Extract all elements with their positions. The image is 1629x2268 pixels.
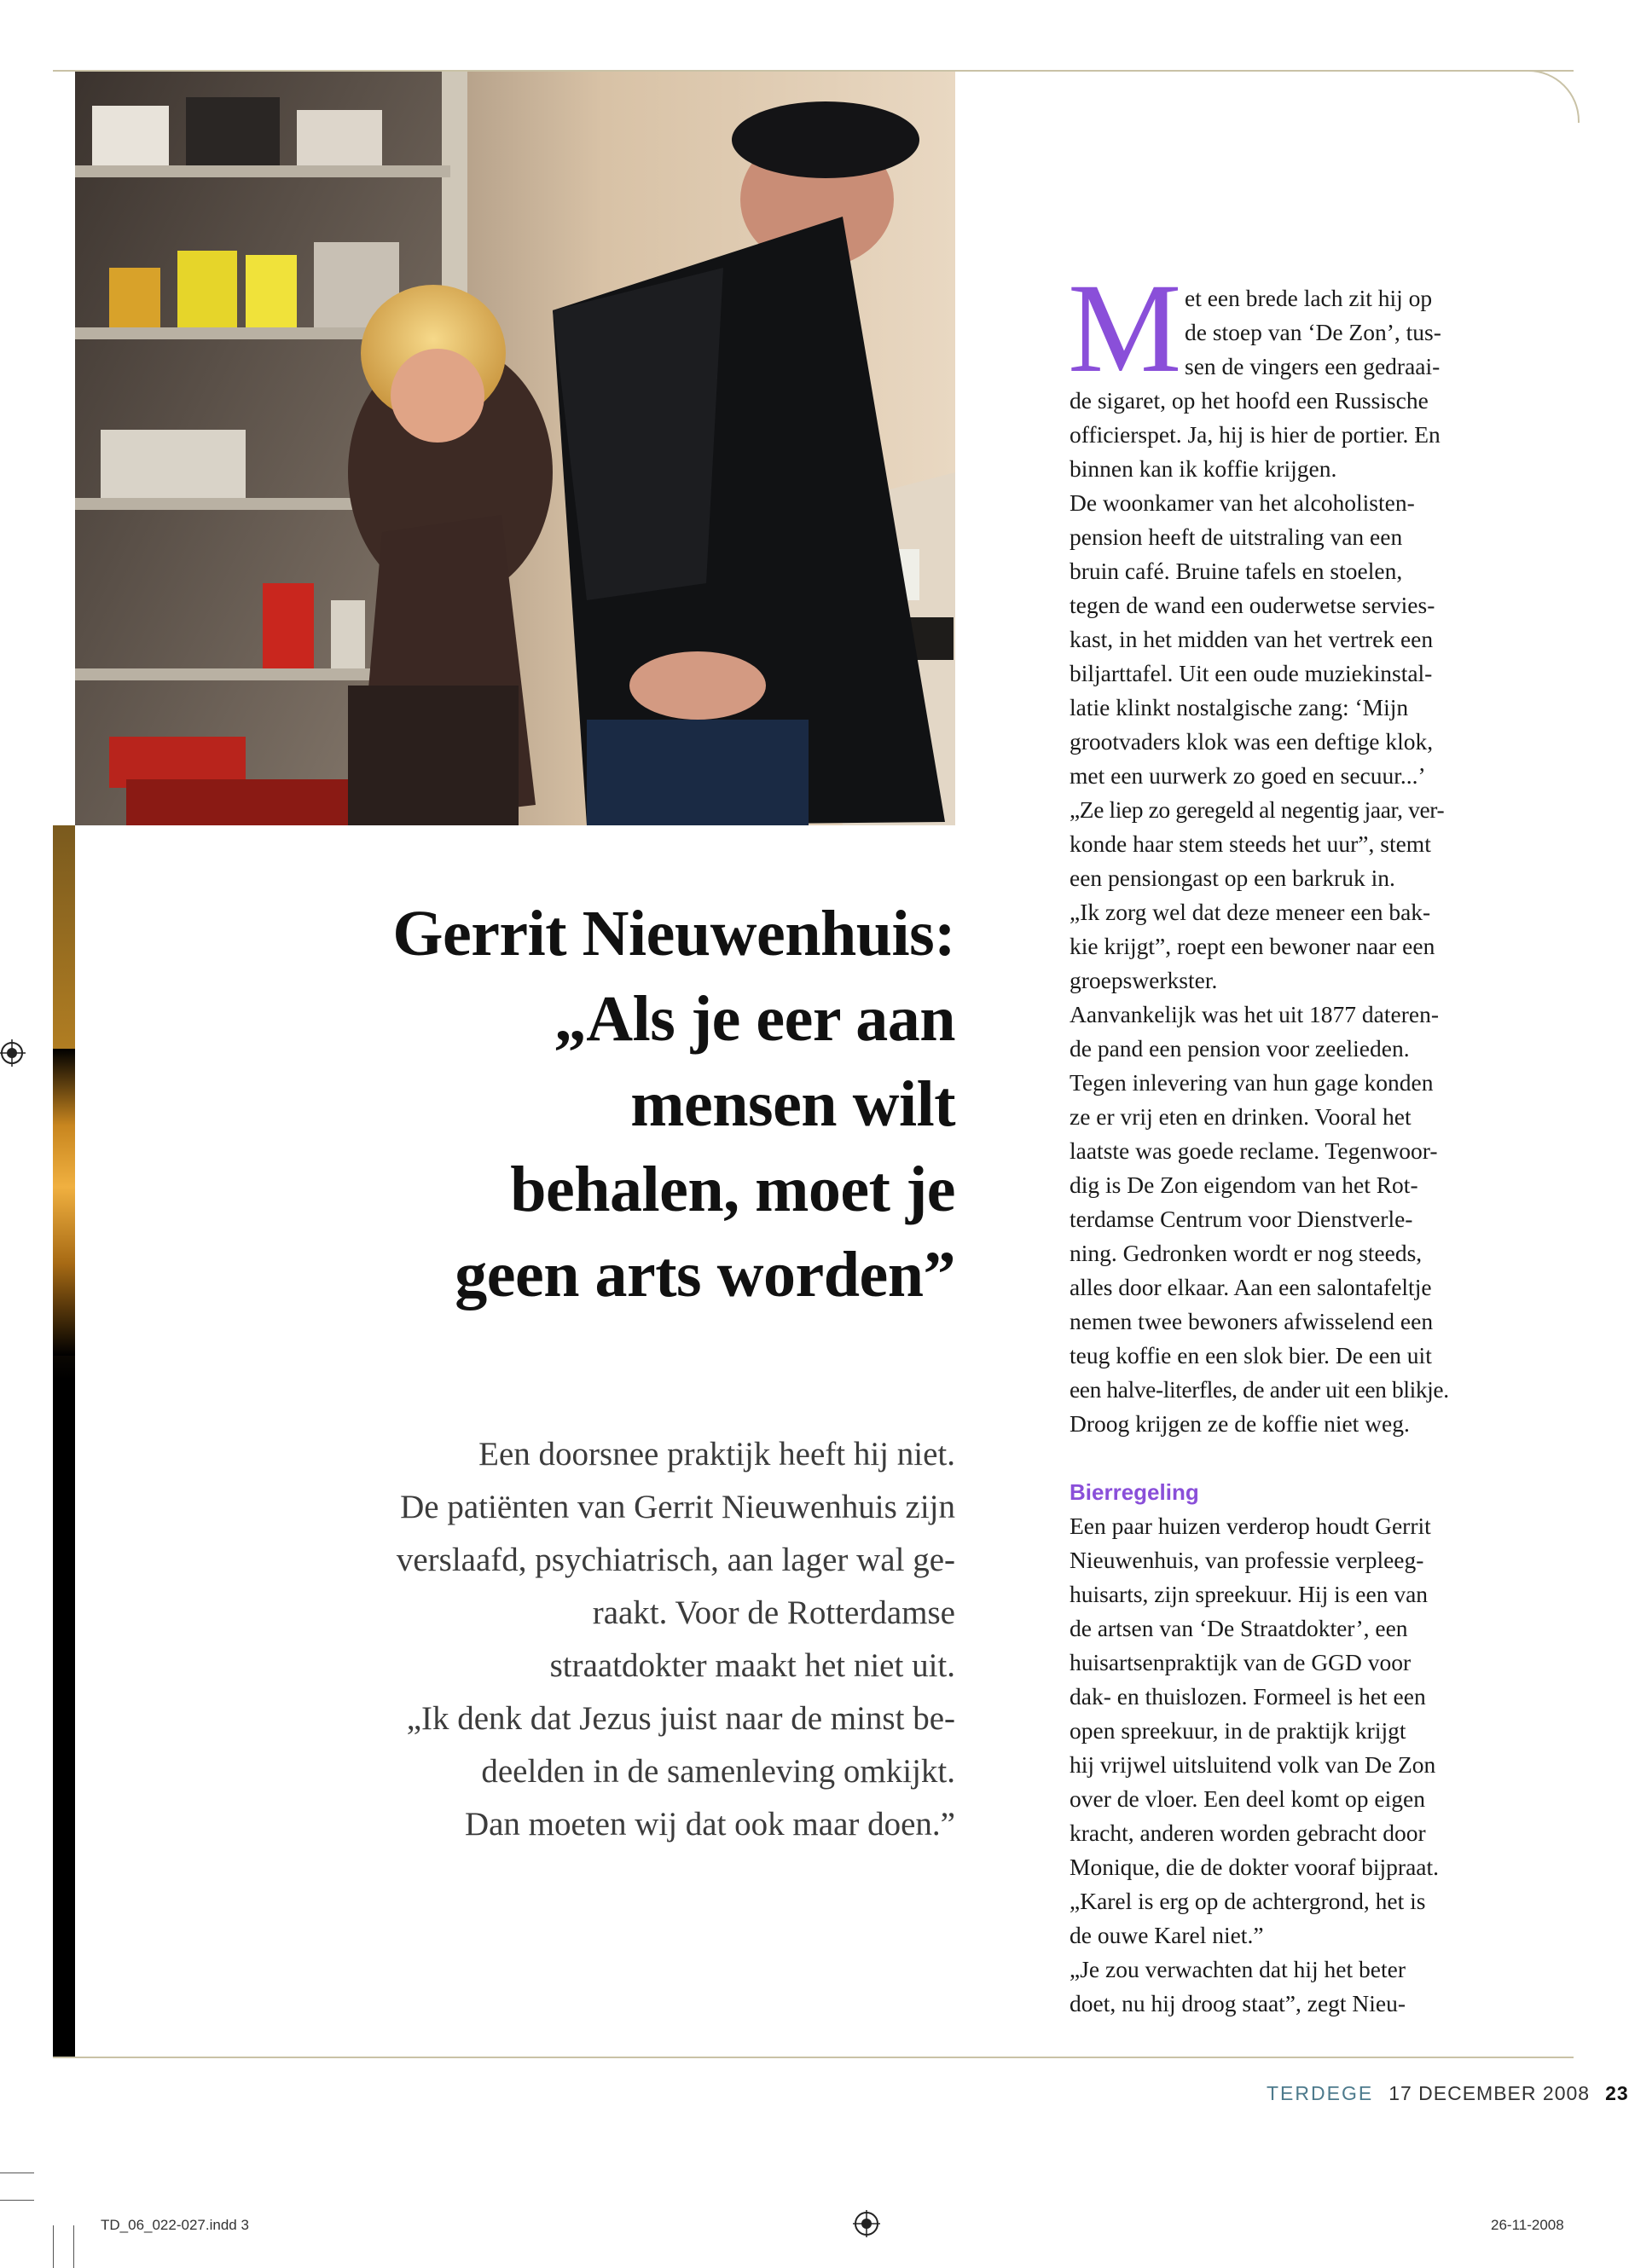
crop-mark [53,2225,54,2268]
crop-mark [0,2200,34,2201]
lead-line: Een doorsnee praktijk heeft hij niet. [478,1436,955,1472]
lead-line: De patiënten van Gerrit Nieuwenhuis zijn [400,1489,955,1525]
headline-line: „Als je eer aan [554,983,955,1055]
article-line: de ouwe Karel niet.” [1070,1922,1264,1948]
drop-cap: M [1068,257,1182,399]
lead-paragraph [256,1428,955,1851]
article-line: kracht, anderen worden gebracht door [1070,1820,1426,1846]
magazine-name: TERDEGE [1267,2082,1374,2104]
article-line: de pand een pension voor zeelieden. [1070,1035,1410,1062]
lead-line: „Ik denk dat Jezus juist naar de minst be- [406,1700,955,1737]
article-line: over de vloer. Een deel komt op eigen [1070,1785,1425,1812]
article-line: sen de vingers een gedraai- [1185,353,1441,379]
headline-line: Gerrit Nieuwenhuis: [392,898,955,969]
lead-line: raakt. Voor de Rotterdamse [592,1594,955,1631]
article-line: huisarts, zijn spreekuur. Hij is een van [1070,1581,1429,1607]
article-line: kie krijgt”, roept een bewoner naar een [1070,933,1435,959]
article-photo [75,72,955,825]
article-line: nemen twee bewoners afwisselend een [1070,1308,1434,1334]
article-line: Een paar huizen verderop houdt Gerrit [1070,1513,1431,1539]
article-line: binnen kan ik koffie krijgen. [1070,455,1337,482]
article-line: „Ze liep zo geregeld al negentig jaar, ver- [1070,796,1445,823]
headline [256,891,955,1317]
lead-line: verslaafd, psychiatrisch, aan lager wal ge- [396,1542,955,1578]
article-line: Monique, die de dokter vooraf bijpraat. [1070,1854,1439,1880]
article-line: dig is De Zon eigendom van het Rot- [1070,1172,1418,1198]
article-line: „Ik zorg wel dat deze meneer een bak- [1070,899,1431,925]
article-line: bruin café. Bruine tafels en stoelen, [1070,558,1403,584]
article-line: „Je zou verwachten dat hij het beter [1070,1956,1406,1982]
article-line: een pensiongast op een barkruk in. [1070,865,1395,891]
registration-mark-icon [851,2208,882,2239]
article-line: grootvaders klok was een deftige klok, [1070,728,1434,755]
article-line: alles door elkaar. Aan een salontafeltje [1070,1274,1432,1300]
section-subhead: Bierregeling [1070,1479,1199,1505]
article-line: huisartsenpraktijk van de GGD voor [1070,1649,1412,1675]
photo-doctor-examining-patient [75,72,955,825]
article-line: „Karel is erg op de achtergrond, het is [1070,1888,1426,1914]
article-line: teug koffie en een slok bier. De een uit [1070,1342,1432,1368]
headline-line: mensen wilt [630,1068,955,1140]
previous-page-edge-glow [53,1049,75,1356]
page-frame-bottom [53,2057,1574,2058]
article-line: groepswerkster. [1070,967,1218,993]
article-line: Aanvankelijk was het uit 1877 dateren- [1070,1001,1439,1027]
lead-line: Dan moeten wij dat ook maar doen.” [464,1806,955,1843]
article-line: ning. Gedronken wordt er nog steeds, [1070,1240,1423,1266]
article-line: officierspet. Ja, hij is hier de portier. En [1070,421,1441,448]
article-line: de sigaret, op het hoofd een Russische [1070,387,1429,414]
article-line: met een uurwerk zo goed en secuur...’ [1070,762,1426,789]
article-line: open spreekuur, in de praktijk krijgt [1070,1717,1406,1744]
article-line: terdamse Centrum voor Dienstverle- [1070,1206,1413,1232]
article-line: de artsen van ‘De Straatdokter’, een [1070,1615,1408,1641]
article-line: konde haar stem steeds het uur”, stemt [1070,830,1431,857]
lead-line: straatdokter maakt het niet uit. [549,1647,955,1684]
article-line: een halve-literfles, de ander uit een blikje. [1070,1376,1449,1403]
headline-line: behalen, moet je [510,1154,955,1225]
page-footer [1267,2082,1629,2113]
article-line: Nieuwenhuis, van professie verpleeg- [1070,1547,1424,1573]
lead-line: deelden in de samenleving omkijkt. [481,1753,955,1790]
article-line: et een brede lach zit hij op [1185,285,1433,311]
print-slug-file: TD_06_022-027.indd 3 [101,2217,249,2233]
article-line: hij vrijwel uitsluitend volk van De Zon [1070,1751,1436,1778]
crop-mark [73,2225,74,2268]
article-line: biljarttafel. Uit een oude muziekinstal- [1070,660,1433,686]
article-line: ze er vrij eten en drinken. Vooral het [1070,1103,1412,1130]
article-line: Droog krijgen ze de koffie niet weg. [1070,1410,1410,1437]
article-line: latie klinkt nostalgische zang: ‘Mijn [1070,694,1409,720]
page-number: 23 [1605,2082,1629,2104]
article-line: pension heeft de uitstraling van een [1070,524,1403,550]
article-line: laatste was goede reclame. Tegenwoor- [1070,1137,1438,1164]
article-line: kast, in het midden van het vertrek een [1070,626,1434,652]
print-slug-date: 26-11-2008 [1491,2217,1564,2233]
article-line: dak- en thuislozen. Formeel is het een [1070,1683,1426,1710]
headline-line: geen arts worden” [455,1239,955,1310]
registration-mark-icon [0,1038,26,1068]
article-body [1070,281,1513,2021]
article-line: De woonkamer van het alcoholisten- [1070,489,1415,516]
article-line: tegen de wand een ouderwetse servies- [1070,592,1435,618]
issue-date: 17 DECEMBER 2008 [1388,2082,1591,2104]
page-frame-corner [1527,70,1580,123]
previous-page-edge [53,825,75,2057]
article-line: Tegen inlevering van hun gage konden [1070,1069,1434,1096]
article-line: doet, nu hij droog staat”, zegt Nieu- [1070,1990,1406,2016]
article-line: de stoep van ‘De Zon’, tus- [1185,319,1441,345]
